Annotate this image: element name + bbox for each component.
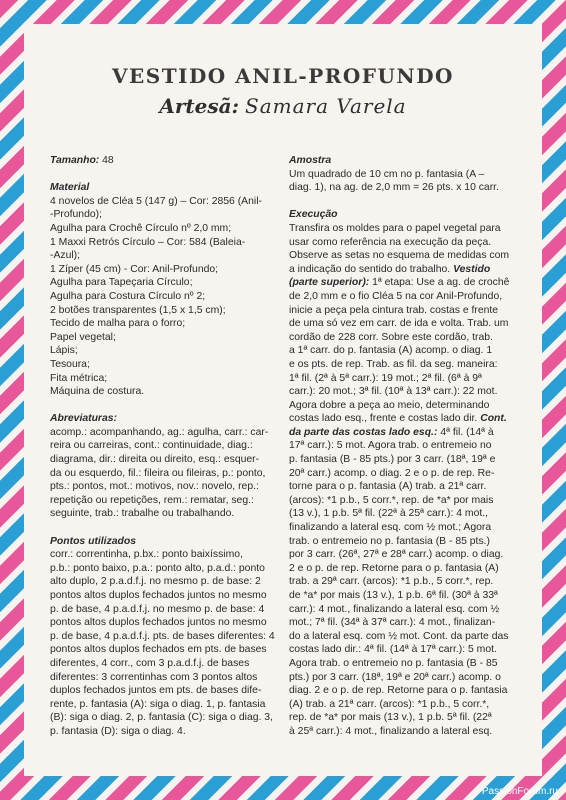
pontos-text (50, 548, 282, 738)
text-line: (parte superior): 1ª etapa: Use a ag. de crochê (289, 277, 510, 289)
text-line: alto duplo, 2 p.a.d.f.j. no mesmo p. de base: 2 (50, 576, 261, 588)
text-line: costas lado dir.: 4ª fil. (14ª à 17ª carr.): 5 mot. (289, 644, 497, 656)
text-line: da parte das costas lado esq.: 4ª fil. (14ª à (289, 426, 494, 438)
text-line: torne para o p. fantasia (A) trab. a 21ª carr. (289, 481, 487, 493)
material-item: 1 Maxxi Retrós Círculo – Cor: 584 (Baleia- (50, 236, 246, 248)
material-item: Fita métrica; (50, 372, 108, 384)
abreviaturas-text (50, 426, 282, 521)
text-line: carr.): 4 mot., finalizando a lateral esq. com ½ (289, 603, 500, 615)
material-item: 2 botões transparentes (1,5 x 1,5 cm); (50, 304, 226, 316)
text-line: trab. a 29ª carr. (arcos): *1 p.b., 5 corr.*, rep. (289, 576, 494, 588)
text-line: mot.; 7ª fil. (34ª à 37ª carr.): 4 mot., finalizan- (289, 617, 496, 629)
text-line: à 25ª carr.): 4 mot., finalizando a lateral esq. (289, 725, 493, 737)
material-item: Papel vegetal; (50, 331, 116, 343)
material-item: -Profundo); (50, 209, 102, 221)
text-line: 1ª fil. (2ª à 5ª carr.): 19 mot.; 2ª fil. (6ª à 9ª (289, 372, 482, 384)
material-item: Máquina de costura. (50, 386, 145, 398)
page-title: VESTIDO ANIL-PROFUNDO (112, 64, 454, 88)
text-line: 20ª carr.) acomp. o diag. 2 e o p. de rep. Re- (289, 467, 495, 479)
parte-superior-label: (parte superior): (289, 277, 370, 289)
text-line: Observe as setas no esquema de medidas com (289, 250, 510, 262)
tamanho-line (50, 154, 282, 168)
amostra-heading: Amostra (289, 155, 332, 166)
text-line: pontos altos duplos fechados juntos no mesmo (50, 617, 267, 629)
text-line: de uma só vez em carr. de ida e volta. Trab. um (289, 318, 509, 330)
vestido-label: Vestido (453, 263, 491, 275)
text-line: corr.: correntinha, p.bx.: ponto baixíssimo, (50, 549, 243, 561)
text-line: da ou esquerdo, fil.: fileira ou fileiras, p.: ponto, (50, 467, 266, 479)
text-line: cordão de 228 corr. Sobre este cordão, trab. (289, 331, 493, 343)
text-line: do a lateral esq. com ½ mot. Cont. da parte das (289, 630, 509, 642)
artist-name: Samara Varela (245, 94, 407, 118)
text-line: acomp.: acompanhando, ag.: agulha, carr.: car- (50, 426, 269, 438)
material-item: Tesoura; (50, 358, 90, 370)
execucao-heading: Execução (289, 209, 338, 221)
text-line: reira ou carreiras, cont.: continuidade, diag.: (50, 440, 253, 452)
right-column (289, 154, 521, 739)
text-line: diagrama, dir.: direita ou direito, esq.: esquer- (50, 454, 260, 466)
text-line: pontos altos duplos fechados juntos no mesmo (50, 590, 267, 601)
text-line: inicie a peça pela cintura trab. costas e frente (289, 304, 499, 316)
text-line: 17ª carr.): 5 mot. Agora trab. o entremeio no (289, 440, 492, 452)
text-line: por 3 carr. (26ª, 27ª e 28ª carr.) acomp. o diag. (289, 549, 504, 561)
text-line: diferentes: 3 correntinhas com 3 pontos altos (50, 671, 258, 683)
text-line: pts.: pontos, mot.: motivos, nov.: novelo, rep.: (50, 481, 259, 493)
pontos-heading: Pontos utilizados (50, 535, 137, 547)
artist-label: Artesã: (159, 94, 239, 118)
material-item: Agulha para Crochê Círculo nº 2,0 mm; (50, 222, 232, 234)
text-line: rep. de *a* por mais (13 v.), 1 p.b. 5ª fil. (22ª (289, 712, 492, 724)
text-line: a indicação do sentido do trabalho. Vestido (289, 263, 491, 275)
material-item: Agulha para Costura Círculo nº 2; (50, 290, 206, 302)
text-line: trab. o entremeio no p. fantasia (B - 85 pts.) (289, 535, 490, 547)
text-line: Um quadrado de 10 cm no p. fantasia (A – (289, 168, 485, 180)
text-line: usar como referência na execução da peça. (289, 236, 492, 248)
text-line: repetição ou repetições, rem.: rematar, seg.: (50, 494, 254, 506)
cont-label: Cont. (480, 413, 507, 425)
text-line: Agora dobre a peça ao meio, determinando (289, 399, 490, 411)
text-line: diferentes, 4 corr., com 3 p.a.d.f.j. de bases (50, 657, 250, 669)
text-line: p. de base, 4 p.a.d.f.j. no mesmo p. de base: 4 (50, 603, 265, 615)
text-line: de 2,0 mm e o fio Cléa 5 na cor Anil-Profundo, (289, 290, 503, 302)
text-line: p. fantasia (B - 85 pts.) por 3 carr. (18ª, 19ª e (289, 454, 496, 466)
text-line: e os pts. de rep. Trab. as fil. da seg. maneira: (289, 358, 498, 370)
tamanho-value: 48 (102, 155, 114, 166)
material-item: 4 novelos de Cléa 5 (147 g) – Cor: 2856 (Anil- (50, 195, 262, 207)
text-line: duplos fechados juntos em pts. de bases dife- (50, 685, 262, 697)
text-line: (13 v.), 1 p.b. 5ª fil. (22ª à 25ª carr.): 4 mot., (289, 508, 489, 520)
material-item: Agulha para Tapeçaria Círculo; (50, 277, 193, 289)
left-column (50, 154, 282, 739)
text-line: Transfira os moldes para o papel vegetal para (289, 222, 501, 234)
text-line: 2 e o p. de rep. Retorne para o p. fantasia (A) (289, 562, 499, 574)
text-line: seguinte, trab.: trabalhe ou trabalhando. (50, 508, 235, 520)
text-line: de *a* por mais (13 v.), 1 p.b. 6ª fil. (30ª à 33ª (289, 590, 498, 601)
text-line: Agora trab. o entremeio no p. fantasia (B - 85 (289, 657, 498, 669)
material-heading: Material (50, 182, 90, 194)
material-list (50, 195, 282, 399)
text-line: diag. 1), na ag. de 2,0 mm = 26 pts. x 10 carr. (289, 182, 499, 194)
text-line: costas lado esq., frente e costas lado dir. Cont. (289, 413, 507, 425)
material-item: Lápis; (50, 345, 78, 357)
tamanho-label: Tamanho: (50, 155, 100, 166)
text-line: p.b.: ponto baixo, p.a.: ponto alto, p.a.d.: ponto (50, 562, 265, 574)
artist-line (0, 94, 566, 119)
costas-lado-esq-label: da parte das costas lado esq.: (289, 426, 438, 438)
text-line: (B): siga o diag. 2, p. fantasia (C): siga o diag. 3, (50, 712, 273, 724)
watermark: PassionForum.ru (481, 786, 558, 797)
text-line: p. de base, 4 p.a.d.f.j. pts. de bases diferentes: 4 (50, 630, 275, 642)
text-line: diag. 2 e o p. de rep. Retorne para o p. fantasia (289, 685, 508, 697)
material-item: Tecido de malha para o forro; (50, 318, 186, 330)
material-item: 1 Zíper (45 cm) - Cor: Anil-Profundo; (50, 263, 219, 275)
text-line: pts.) por 3 carr. (18ª, 19ª e 20ª carr.) acomp. o (289, 671, 501, 683)
text-line: rente, p. fantasia (A): siga o diag. 1, p. fantasia (50, 698, 266, 710)
text-line: (A) trab. a 21ª carr. (arcos): *1 p.b., 5 corr.*, (289, 698, 490, 710)
text-line: (arcos): *1 p.b., 5 corr.*, rep. de *a* por mais (289, 494, 494, 506)
text-line: finalizando a lateral esq. com ½ mot.; Agora (289, 522, 492, 534)
text-line: a 1ª carr. do p. fantasia (A) acomp. o diag. 1 (289, 345, 493, 357)
material-item: -Azul); (50, 250, 81, 262)
text-line: p. fantasia (D): siga o diag. 4. (50, 725, 186, 737)
text-line: pontos altos duplos fechados em pts. de bases (50, 644, 267, 656)
text-line: carr.): 20 mot.; 3ª fil. (10ª à 13ª carr.): 22 mot. (289, 386, 498, 398)
abreviaturas-heading: Abreviaturas: (50, 413, 117, 425)
